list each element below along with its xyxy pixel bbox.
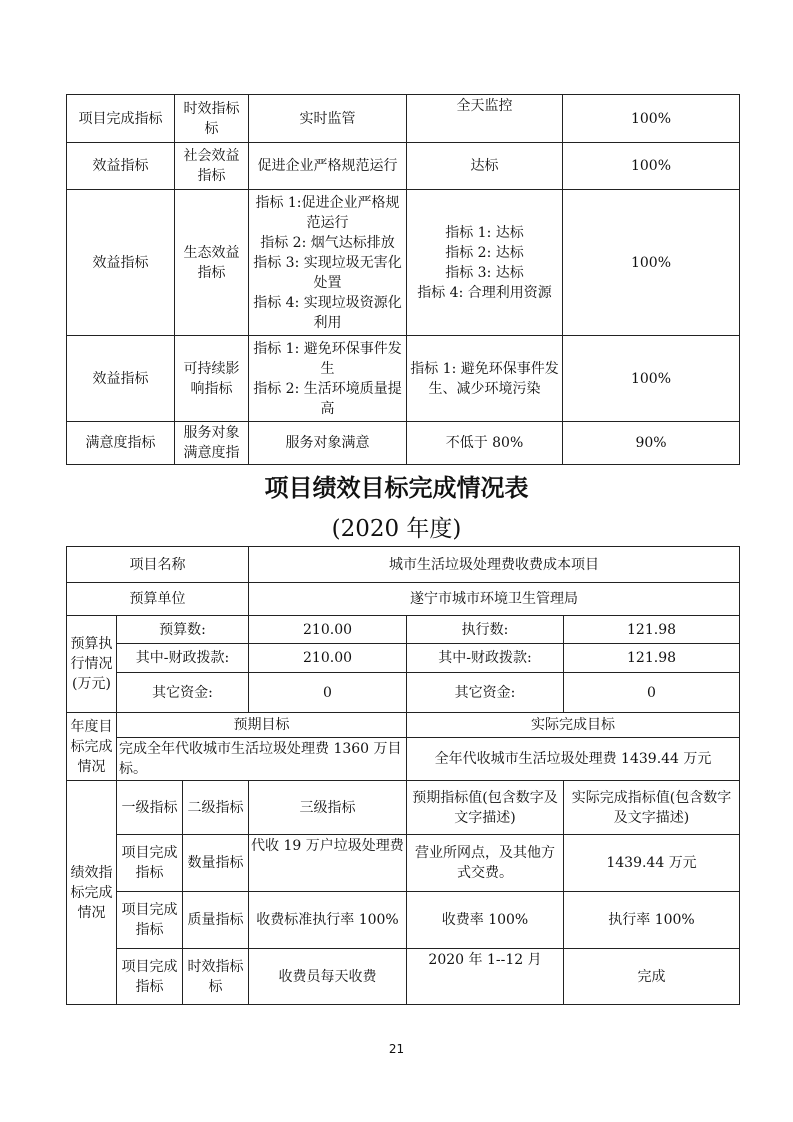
table-row [67, 781, 740, 835]
performance-table [66, 546, 740, 1005]
actual-label: 实际完成目标 [407, 713, 740, 738]
budget-label: 预算数: [117, 616, 249, 644]
budget-unit-label: 预算单位 [67, 583, 249, 616]
budget-unit-value: 遂宁市城市环境卫生管理局 [249, 583, 740, 616]
level1-cell: 效益指标 [67, 190, 175, 336]
table-row [67, 644, 740, 673]
level2-cell: 数量指标 [183, 835, 249, 892]
level1-cell: 项目完成指标 [67, 95, 175, 143]
actual-cell: 完成 [564, 949, 740, 1005]
annual-label: 年度目标完成情况 [67, 713, 117, 781]
level3-cell: 指标 1:促进企业严格规范运行 指标 2: 烟气达标排放 指标 3: 实现垃圾无害化处置 指标 4: 实现垃圾资源化利用 [249, 190, 407, 336]
other-exec-value: 0 [564, 673, 740, 713]
table-row [67, 673, 740, 713]
level2-cell: 质量指标 [183, 892, 249, 949]
expected-cell: 全天监控 [407, 95, 563, 143]
other-value: 0 [249, 673, 407, 713]
budget-value: 210.00 [249, 616, 407, 644]
table-row [67, 143, 740, 190]
actual-cell: 90% [563, 422, 740, 465]
actual-cell: 100% [563, 143, 740, 190]
actual-cell: 1439.44 万元 [564, 835, 740, 892]
page-subtitle: (2020 年度) [331, 516, 462, 542]
expected-label: 预期目标 [117, 713, 407, 738]
project-name-label: 项目名称 [67, 547, 249, 583]
level1-cell: 效益指标 [67, 336, 175, 422]
level2-cell: 服务对象满意度指 [175, 422, 249, 465]
level1-cell: 满意度指标 [67, 422, 175, 465]
header-level2: 二级指标 [183, 781, 249, 835]
actual-cell: 执行率 100% [564, 892, 740, 949]
level3-cell: 实时监管 [249, 95, 407, 143]
expected-cell: 不低于 80% [407, 422, 563, 465]
actual-cell: 100% [563, 190, 740, 336]
actual-value: 全年代收城市生活垃圾处理费 1439.44 万元 [407, 738, 740, 781]
level3-cell: 服务对象满意 [249, 422, 407, 465]
actual-cell: 100% [563, 95, 740, 143]
top-indicator-table [66, 94, 740, 465]
table-row [67, 95, 740, 143]
level1-cell: 项目完成指标 [117, 949, 183, 1005]
expected-cell: 达标 [407, 143, 563, 190]
level1-cell: 项目完成指标 [117, 835, 183, 892]
project-name-value: 城市生活垃圾处理费收费成本项目 [249, 547, 740, 583]
page-title: 项目绩效目标完成情况表 [264, 474, 529, 502]
table-row [67, 583, 740, 616]
header-expected: 预期指标值(包含数字及文字描述) [407, 781, 564, 835]
expected-cell: 营业所网点，及其他方式交费。 [407, 835, 564, 892]
level1-cell: 项目完成指标 [117, 892, 183, 949]
table-row [67, 949, 740, 1005]
fiscal-exec-label: 其中-财政拨款: [407, 644, 564, 673]
level3-cell: 收费员每天收费 [249, 949, 407, 1005]
perf-label: 绩效指标完成情况 [67, 781, 117, 1005]
level3-cell: 收费标准执行率 100% [249, 892, 407, 949]
level3-cell: 促进企业严格规范运行 [249, 143, 407, 190]
actual-cell: 100% [563, 336, 740, 422]
table-row [67, 713, 740, 738]
level2-cell: 生态效益指标 [175, 190, 249, 336]
page-number: 21 [388, 1042, 405, 1056]
level2-cell: 社会效益指标 [175, 143, 249, 190]
other-exec-label: 其它资金: [407, 673, 564, 713]
other-label: 其它资金: [117, 673, 249, 713]
expected-value: 完成全年代收城市生活垃圾处理费 1360 万目标。 [117, 738, 407, 781]
expected-cell: 指标 1: 达标 指标 2: 达标 指标 3: 达标 指标 4: 合理利用资源 [407, 190, 563, 336]
exec-label: 执行数: [407, 616, 564, 644]
table-row [67, 892, 740, 949]
header-level3: 三级指标 [249, 781, 407, 835]
level3-cell: 指标 1: 避免环保事件发生 指标 2: 生活环境质量提高 [249, 336, 407, 422]
fiscal-exec-value: 121.98 [564, 644, 740, 673]
fiscal-label: 其中-财政拨款: [117, 644, 249, 673]
level2-cell: 时效指标标 [175, 95, 249, 143]
exec-value: 121.98 [564, 616, 740, 644]
table-row [67, 190, 740, 336]
header-actual: 实际完成指标值(包含数字及文字描述) [564, 781, 740, 835]
table-row [67, 547, 740, 583]
budget-exec-label: 预算执行情况(万元) [67, 616, 117, 713]
level2-cell: 可持续影响指标 [175, 336, 249, 422]
level3-cell: 代收 19 万户垃圾处理费 [249, 835, 407, 892]
expected-cell: 指标 1: 避免环保事件发生、减少环境污染 [407, 336, 563, 422]
expected-cell: 2020 年 1--12 月 [407, 949, 564, 1005]
table-row [67, 616, 740, 644]
table-row [67, 738, 740, 781]
level1-cell: 效益指标 [67, 143, 175, 190]
expected-cell: 收费率 100% [407, 892, 564, 949]
table-row [67, 336, 740, 422]
level2-cell: 时效指标标 [183, 949, 249, 1005]
header-level1: 一级指标 [117, 781, 183, 835]
table-row [67, 835, 740, 892]
table-row [67, 422, 740, 465]
fiscal-value: 210.00 [249, 644, 407, 673]
